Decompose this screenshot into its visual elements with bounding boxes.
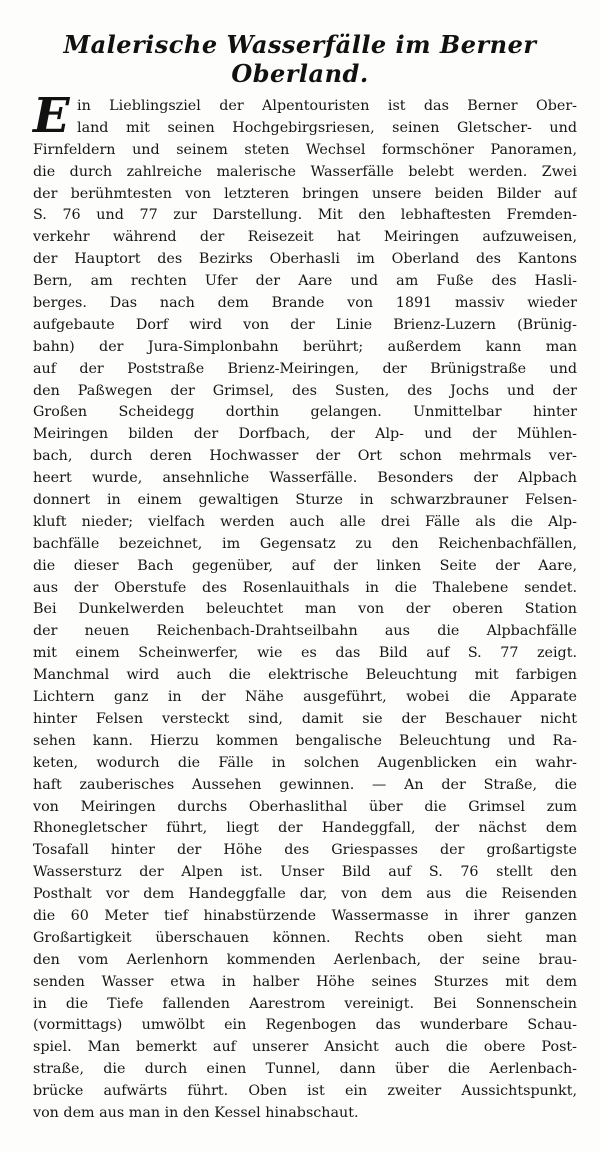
text-line: der Hauptort des Bezirks Oberhasli im Oberland des Kantons bbox=[33, 251, 577, 268]
text-line: bachfälle bezeichnet, im Gegensatz zu den Reichenbachfällen, bbox=[33, 535, 577, 552]
text-line: donnert in einem gewaltigen Sturze in schwarzbrauner Felsen- bbox=[33, 492, 577, 509]
text-line: heert wurde, ansehnliche Wasserfälle. Besonders der Alpbach bbox=[33, 470, 577, 487]
text-line: Großartigkeit überschauen können. Rechts oben sieht man bbox=[33, 929, 577, 946]
text-line: Tosafall hinter der Höhe des Griespasses der großartigste bbox=[33, 842, 577, 859]
text-line: Großen Scheidegg dorthin gelangen. Unmittelbar hinter bbox=[33, 404, 577, 421]
text-line: Meiringen bilden der Dorfbach, der Alp- und der Mühlen- bbox=[33, 426, 577, 443]
text-line: bahn) der Jura-Simplonbahn berührt; außerdem kann man bbox=[33, 338, 577, 355]
text-line: Firnfeldern und seinem steten Wechsel formschöner Panoramen, bbox=[33, 141, 577, 158]
text-line: haft zauberisches Aussehen gewinnen. — An der Straße, die bbox=[33, 776, 577, 793]
article-body bbox=[33, 88, 577, 1125]
text-line: hinter Felsen versteckt sind, damit sie der Beschauer nicht bbox=[33, 710, 577, 727]
drop-cap: E bbox=[33, 88, 70, 144]
text-line: sehen kann. Hierzu kommen bengalische Beleuchtung und Ra- bbox=[33, 732, 577, 749]
text-line: S. 76 und 77 zur Darstellung. Mit den lebhaftesten Fremden- bbox=[33, 207, 577, 224]
text-line: berges. Das nach dem Brande von 1891 massiv wieder bbox=[33, 295, 577, 312]
text-line: aus der Oberstufe des Rosenlauithals in die Thalebene sendet. bbox=[33, 579, 577, 596]
text-line: Wassersturz der Alpen ist. Unser Bild auf S. 76 stellt den bbox=[33, 864, 577, 881]
text-line: der berühmtesten von letzteren bringen unsere beiden Bilder auf bbox=[33, 185, 577, 202]
text-line: die 60 Meter tief hinabstürzende Wassermasse in ihrer ganzen bbox=[33, 907, 577, 924]
text-line: von dem aus man in den Kessel hinabschaut. bbox=[33, 1104, 359, 1121]
text-line: (vormittags) umwölbt ein Regenbogen das wunderbare Schau- bbox=[33, 1017, 577, 1034]
text-line: Bern, am rechten Ufer der Aare und am Fuße des Hasli- bbox=[33, 273, 577, 290]
text-line: auf der Poststraße Brienz-Meiringen, der Brünigstraße und bbox=[33, 360, 577, 377]
text-line: brücke aufwärts führt. Oben ist ein zweiter Aussichtspunkt, bbox=[33, 1083, 577, 1100]
text-line: in die Tiefe fallenden Aarestrom vereinigt. Bei Sonnenschein bbox=[33, 995, 577, 1012]
text-line: den Paßwegen der Grimsel, des Susten, des Jochs und der bbox=[33, 382, 577, 399]
text-line: land mit seinen Hochgebirgsriesen, seinen Gletscher- und bbox=[77, 119, 577, 136]
text-line: aufgebaute Dorf wird von der Linie Brienz-Luzern (Brünig- bbox=[33, 316, 577, 333]
text-line: die dieser Bach gegenüber, auf der linken Seite der Aare, bbox=[33, 557, 577, 574]
text-line: kluft nieder; vielfach werden auch alle drei Fälle als die Alp- bbox=[33, 513, 577, 530]
text-line: Lichtern ganz in der Nähe ausgeführt, wobei die Apparate bbox=[33, 689, 577, 706]
text-line: Bei Dunkelwerden beleuchtet man von der oberen Station bbox=[33, 601, 577, 618]
text-line: Posthalt vor dem Handeggfalle dar, von dem aus die Reisenden bbox=[33, 886, 577, 903]
text-line: in Lieblingsziel der Alpentouristen ist das Berner Ober- bbox=[77, 98, 577, 114]
text-line: Rhonegletscher führt, liegt der Handeggfall, der nächst dem bbox=[33, 820, 577, 837]
text-line: den vom Aerlenhorn kommenden Aerlenbach, der seine brau- bbox=[33, 951, 577, 968]
text-line: die durch zahlreiche malerische Wasserfälle belebt werden. Zwei bbox=[33, 163, 577, 180]
text-line: Manchmal wird auch die elektrische Beleuchtung mit farbigen bbox=[33, 667, 577, 684]
text-line: senden Wasser etwa in halber Höhe seines Sturzes mit dem bbox=[33, 973, 577, 990]
text-line: von Meiringen durchs Oberhaslithal über die Grimsel zum bbox=[33, 798, 577, 815]
text-line: verkehr während der Reisezeit hat Meiringen aufzuweisen, bbox=[33, 229, 577, 246]
text-line: straße, die durch einen Tunnel, dann über die Aerlenbach- bbox=[33, 1061, 577, 1078]
text-line: der neuen Reichenbach-Drahtseilbahn aus die Alpbachfälle bbox=[33, 623, 577, 640]
text-line: spiel. Man bemerkt auf unserer Ansicht auch die obere Post- bbox=[33, 1039, 577, 1056]
text-line: keten, wodurch die Fälle in solchen Augenblicken ein wahr- bbox=[33, 754, 577, 771]
text-line: mit einem Scheinwerfer, wie es das Bild auf S. 77 zeigt. bbox=[33, 645, 577, 662]
text-line: bach, durch deren Hochwasser der Ort schon mehrmals ver- bbox=[33, 448, 577, 465]
article-title: Malerische Wasserfälle im Berner Oberland. bbox=[63, 30, 537, 88]
